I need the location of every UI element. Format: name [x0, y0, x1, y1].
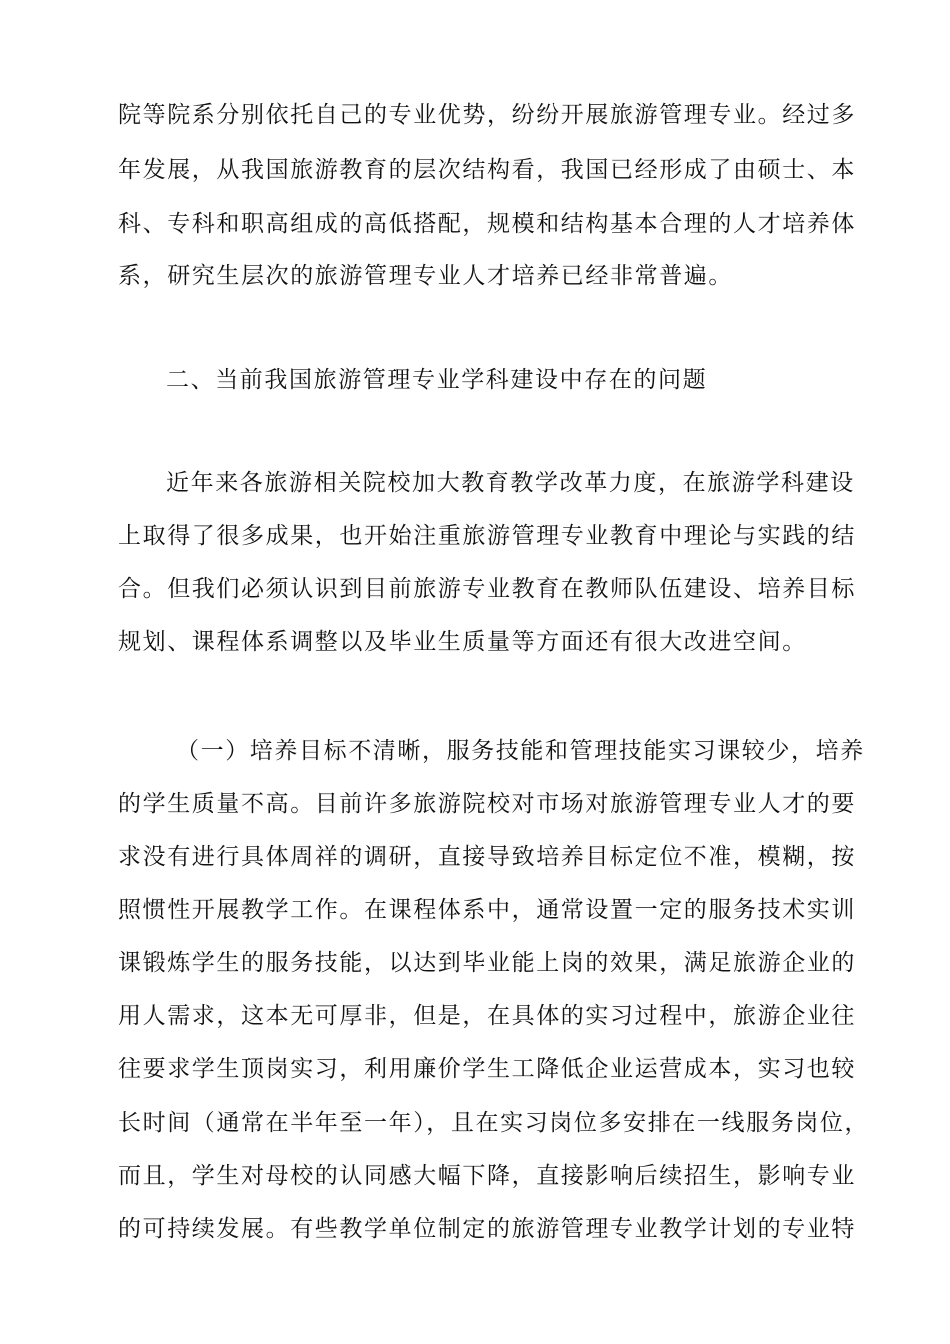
paragraph-1-line-3: 科、专科和职高组成的高低搭配，规模和结构基本合理的人才培养体 — [118, 211, 856, 237]
paragraph-2-line-3: 合。但我们必须认识到目前旅游专业教育在教师队伍建设、培养目标 — [118, 576, 856, 602]
paragraph-3-line-1: （一）培养目标不清晰，服务技能和管理技能实习课较少，培养 — [176, 738, 865, 764]
paragraph-1-line-2: 年发展，从我国旅游教育的层次结构看，我国已经形成了由硕士、本 — [118, 157, 856, 183]
paragraph-3-line-10: 的可持续发展。有些教学单位制定的旅游管理专业教学计划的专业特 — [118, 1216, 856, 1242]
paragraph-3-line-7: 往要求学生顶岗实习，利用廉价学生工降低企业运营成本，实习也较 — [118, 1056, 856, 1082]
paragraph-3-line-4: 照惯性开展教学工作。在课程体系中，通常设置一定的服务技术实训 — [118, 897, 856, 923]
paragraph-3-line-5: 课锻炼学生的服务技能，以达到毕业能上岗的效果，满足旅游企业的 — [118, 950, 856, 976]
paragraph-3-line-3: 求没有进行具体周祥的调研，直接导致培养目标定位不准，模糊，按 — [118, 844, 856, 870]
paragraph-3-line-2: 的学生质量不高。目前许多旅游院校对市场对旅游管理专业人才的要 — [118, 791, 856, 817]
paragraph-3-line-6: 用人需求，这本无可厚非，但是，在具体的实习过程中，旅游企业往 — [118, 1003, 856, 1029]
paragraph-3-line-8: 长时间（通常在半年至一年），且在实习岗位多安排在一线服务岗位， — [118, 1110, 870, 1136]
paragraph-1-line-1: 院等院系分别依托自己的专业优势，纷纷开展旅游管理专业。经过多 — [118, 102, 856, 128]
paragraph-2-line-4: 规划、课程体系调整以及毕业生质量等方面还有很大改进空间。 — [118, 629, 807, 655]
paragraph-3-line-9: 而且，学生对母校的认同感大幅下降，直接影响后续招生，影响专业 — [118, 1163, 856, 1189]
paragraph-2-line-1: 近年来各旅游相关院校加大教育教学改革力度，在旅游学科建设 — [166, 470, 855, 496]
section-heading: 二、当前我国旅游管理专业学科建设中存在的问题 — [166, 367, 708, 393]
paragraph-1-line-4: 系，研究生层次的旅游管理专业人才培养已经非常普遍。 — [118, 263, 733, 289]
paragraph-2-line-2: 上取得了很多成果，也开始注重旅游管理专业教育中理论与实践的结 — [118, 523, 856, 549]
